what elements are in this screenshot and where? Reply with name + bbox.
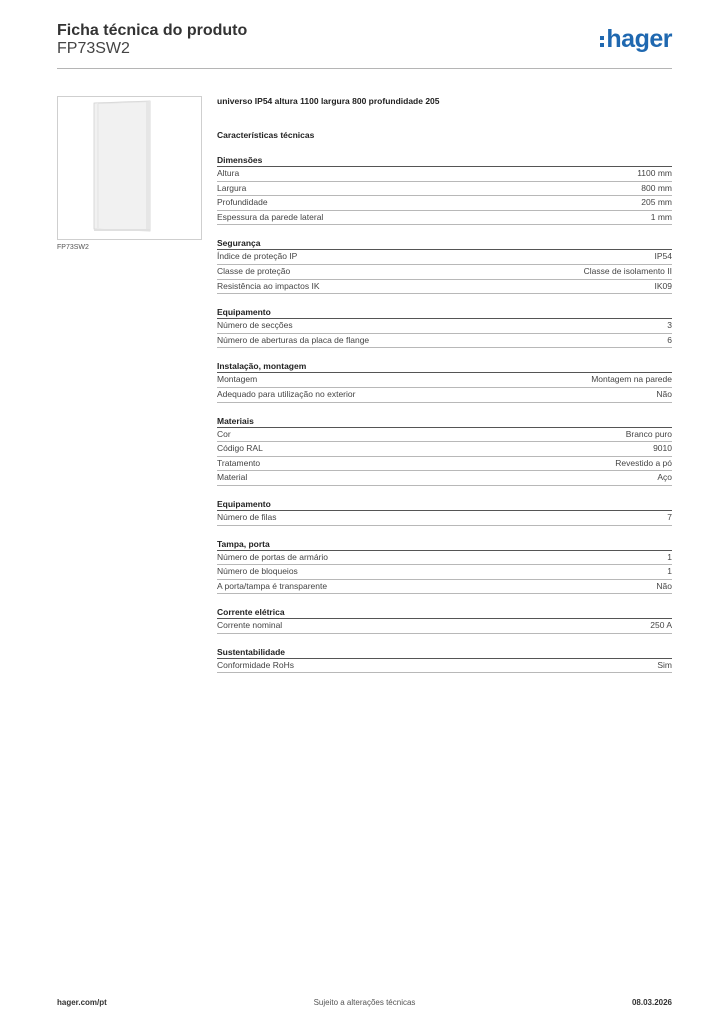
section-title: Equipamento — [217, 306, 672, 319]
spec-value: 205 mm — [641, 197, 672, 208]
header-divider — [57, 68, 672, 69]
spec-label: Resistência ao impactos IK — [217, 280, 320, 291]
section-title: Tampa, porta — [217, 538, 672, 551]
spec-label: Corrente nominal — [217, 620, 283, 631]
spec-label: Montagem — [217, 374, 258, 385]
spec-row — [217, 265, 672, 280]
spec-row — [217, 196, 672, 211]
spec-section — [217, 237, 672, 294]
spec-label: Altura — [217, 168, 240, 178]
spec-value: 3 — [667, 320, 672, 331]
hager-logo — [600, 26, 672, 52]
footer-website: hager.com/pt — [57, 998, 107, 1007]
spec-value: 250 A — [650, 620, 672, 631]
enclosure-cabinet-image — [58, 97, 201, 239]
spec-value: 1 — [667, 566, 672, 577]
spec-value: 800 mm — [641, 182, 672, 193]
spec-value: Aço — [657, 472, 672, 483]
spec-label: A porta/tampa é transparente — [217, 580, 328, 591]
spec-label: Conformidade RoHs — [217, 659, 295, 670]
section-title: Dimensões — [217, 154, 672, 167]
spec-value: Não — [656, 388, 672, 399]
product-code: FP73SW2 — [57, 40, 130, 57]
spec-label: Número de filas — [217, 511, 277, 522]
spec-row — [217, 565, 672, 580]
spec-value: Branco puro — [625, 428, 672, 439]
spec-row — [217, 250, 672, 265]
spec-section — [217, 606, 672, 634]
spec-row — [217, 619, 672, 634]
page-footer — [57, 998, 672, 1010]
spec-value: 1 — [667, 551, 672, 562]
spec-label: Número de aberturas da placa de flange — [217, 334, 370, 345]
logo-dots-icon — [600, 36, 604, 47]
spec-value: Não — [656, 580, 672, 591]
spec-label: Código RAL — [217, 443, 263, 454]
spec-row — [217, 182, 672, 197]
spec-label: Cor — [217, 428, 231, 439]
spec-row — [217, 442, 672, 457]
spec-value: Montagem na parede — [591, 374, 672, 385]
spec-section — [217, 360, 672, 402]
spec-value: 6 — [667, 334, 672, 345]
product-image-caption: FP73SW2 — [57, 244, 89, 251]
spec-value: 7 — [667, 511, 672, 522]
spec-row — [217, 167, 672, 182]
spec-row — [217, 457, 672, 472]
section-title: Corrente elétrica — [217, 606, 672, 619]
spec-label: Tratamento — [217, 457, 261, 468]
spec-value: Revestido a pó — [615, 457, 672, 468]
section-title: Segurança — [217, 237, 672, 250]
spec-section — [217, 154, 672, 225]
technical-characteristics-heading: Características técnicas — [217, 130, 315, 140]
section-title: Equipamento — [217, 498, 672, 511]
spec-section — [217, 498, 672, 526]
spec-row — [217, 388, 672, 403]
section-title: Materiais — [217, 415, 672, 428]
page-header — [57, 20, 672, 68]
spec-label: Número de bloqueios — [217, 566, 298, 577]
spec-row — [217, 280, 672, 295]
spec-value: IK09 — [654, 280, 672, 291]
spec-row — [217, 373, 672, 388]
spec-content — [217, 96, 672, 673]
spec-section — [217, 538, 672, 595]
section-title: Instalação, montagem — [217, 360, 672, 373]
spec-row — [217, 211, 672, 226]
spec-label: Índice de proteção IP — [217, 251, 298, 262]
spec-section — [217, 415, 672, 486]
spec-value: Sim — [657, 659, 672, 670]
section-title: Sustentabilidade — [217, 646, 672, 659]
spec-label: Largura — [217, 182, 247, 193]
spec-value: 1100 mm — [637, 168, 672, 178]
spec-label: Número de secções — [217, 320, 293, 331]
spec-label: Espessura da parede lateral — [217, 211, 324, 222]
spec-section — [217, 306, 672, 348]
spec-row — [217, 511, 672, 526]
spec-value: IP54 — [654, 251, 672, 262]
spec-label: Material — [217, 472, 248, 483]
spec-label: Classe de proteção — [217, 265, 291, 276]
spec-value: 9010 — [653, 443, 672, 454]
footer-notice: Sujeito a alterações técnicas — [313, 998, 416, 1007]
logo-text: hager — [606, 24, 672, 53]
spec-row — [217, 319, 672, 334]
spec-row — [217, 580, 672, 595]
page-title: Ficha técnica do produto — [57, 22, 248, 39]
spec-row — [217, 471, 672, 486]
spec-row — [217, 551, 672, 566]
spec-label: Adequado para utilização no exterior — [217, 388, 356, 399]
spec-sections — [217, 154, 672, 673]
product-image — [57, 96, 202, 240]
spec-section — [217, 646, 672, 674]
spec-value: 1 mm — [650, 211, 672, 222]
spec-row — [217, 659, 672, 674]
spec-row — [217, 428, 672, 443]
product-summary: universo IP54 altura 1100 largura 800 profundidade 205 — [217, 96, 440, 106]
spec-row — [217, 334, 672, 349]
spec-value: Classe de isolamento II — [583, 265, 672, 276]
spec-label: Profundidade — [217, 197, 268, 208]
footer-date: 08.03.2026 — [631, 998, 672, 1007]
spec-label: Número de portas de armário — [217, 551, 329, 562]
